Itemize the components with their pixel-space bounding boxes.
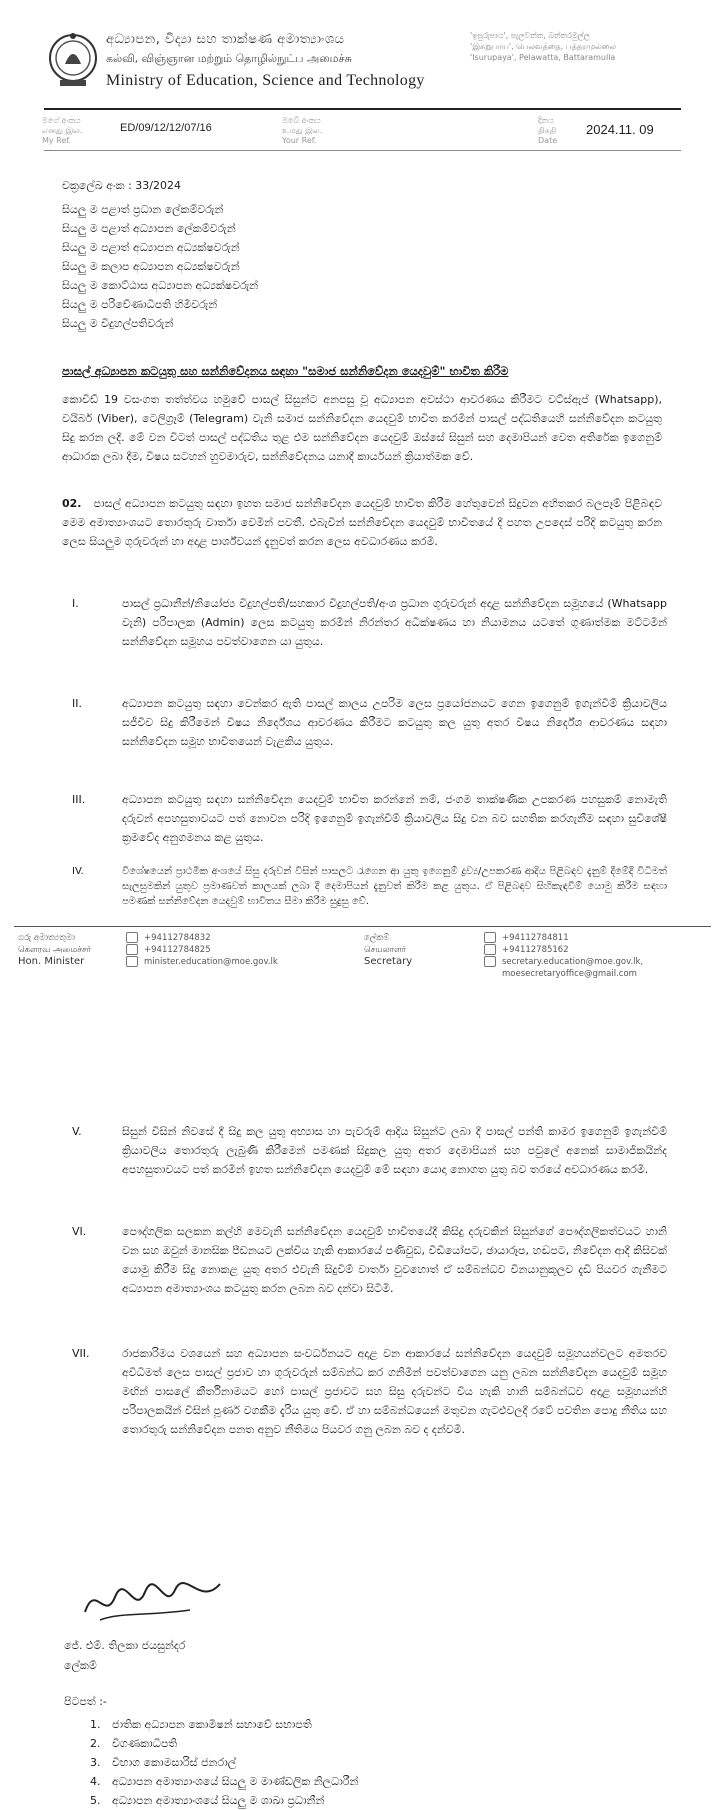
- copy-item: [90, 1791, 358, 1810]
- secretary-fax: [484, 944, 643, 956]
- copy-item-number: 3.: [90, 1756, 101, 1769]
- copy-item-text: විගණකාධිපති: [112, 1737, 178, 1750]
- ministry-name-tamil: கல்வி, விஞ்ஞான மற்றும் தொழில்நுட்ப அமைச்சு: [106, 52, 352, 65]
- list-item-number: III.: [72, 793, 86, 806]
- recipient: සියලු ම විදුහල්පතිවරුන්: [62, 317, 174, 330]
- copy-item-number: 4.: [90, 1775, 101, 1788]
- fax-icon: [484, 944, 496, 955]
- copy-item: [90, 1772, 358, 1791]
- circular-number: චක්‍රලේඛ අංක : 33/2024: [62, 179, 181, 192]
- date-label-en: Date: [538, 136, 558, 145]
- signatory-name: ජේ. එම්. තිලකා ජයසුන්දර: [64, 1639, 186, 1652]
- minister-fax-number: +94112784825: [144, 945, 211, 955]
- list-item: [72, 790, 667, 847]
- list-item-number: IV.: [72, 866, 84, 877]
- copy-item-text: අධ්‍යාපන අමාත්‍යාංශයේ සියලු ම ශාඛා ප්‍රධානීන්: [112, 1794, 325, 1807]
- letter-footer: [14, 932, 714, 1022]
- minister-title-ta: கௌரவ அமைச்சர்: [18, 945, 92, 955]
- date-value: 2024.11. 09: [586, 122, 654, 137]
- list-item-number: I.: [72, 597, 79, 610]
- copy-item-text: විභාග කොමසාරිස් ජනරාල්: [112, 1756, 237, 1769]
- minister-email: [126, 956, 278, 968]
- recipients-list: [62, 200, 258, 333]
- phone-icon: [484, 932, 496, 943]
- signature-icon: [80, 1572, 230, 1632]
- header-rule: [44, 108, 681, 110]
- date-label: [538, 116, 557, 146]
- minister-title-si: ගරු අමාත්‍යතුමා: [18, 933, 75, 943]
- copies-list: [90, 1715, 358, 1810]
- secretary-title-si: ලේකම්: [364, 933, 390, 943]
- date-label-si: දිනය: [538, 116, 554, 125]
- copy-item: [90, 1715, 358, 1734]
- sri-lanka-emblem-icon: [48, 30, 98, 92]
- phone-icon: [126, 932, 138, 943]
- signatory-title: ලේකම්: [64, 1659, 97, 1672]
- list-item-text: රාජකාරිමය වශයෙන් සහ අධ්‍යාපන සංවර්ධනයට අදාළ වන ආකාරයේ සන්නිවේදන යෙදවුම් සමූහයන්වලට අමතරව අවිධිමත් ලෙස පාසල් ප්‍රජාව හා ගුරුවරුන් සම්බන්ධ කර ගනිමින් පවත්වාගෙන යනු ලබන සන්නිවේදන යෙදවුම් සමූහ මඟින් පාසලේ කීර්තිනාමයට හෝ පාසල් ප්‍රජාවට සහ සිසු දරුවන්ට විය හැකි හානි සම්බන්ධව අදාළ සමූහයන්හි පරිපාලකයින් විසින් පූර්ණ වගකීම දැරිය යුතු වේ. ඒ හා සම්බන්ධයෙන් මතුවන ගැටළුවලදී රටේ පවතින පොදු නීතිය සහ තොරතුරු සන්නිවේදන පනත අනුව නීතිමය පියවර ගනු ලබන බව ද දන්වමි.: [122, 1347, 667, 1436]
- list-item-number: VI.: [72, 1225, 87, 1238]
- ministry-name-english: Ministry of Education, Science and Technology: [106, 72, 425, 89]
- list-item: [72, 1222, 667, 1298]
- secretary-fax-number: +94112785162: [502, 945, 569, 955]
- copy-item-number: 2.: [90, 1737, 101, 1750]
- copy-item-number: 5.: [90, 1794, 101, 1807]
- ministry-name-sinhala: අධ්‍යාපන, විද්‍යා සහ තාක්ෂණ අමාත්‍යාංශය: [106, 32, 345, 47]
- minister-title-en: Hon. Minister: [18, 956, 85, 967]
- your-ref-label-si: ඔබේ අංකය: [282, 116, 321, 125]
- recipient: සියලු ම පළාත් ප්‍රධාන ලේකම්වරුන්: [62, 203, 224, 216]
- secretary-title-ta: செயலாளர்: [364, 945, 407, 955]
- my-ref-label-en: My Ref.: [42, 136, 72, 145]
- list-item-text: සිසුන් විසින් නිවසේ දී සිදු කල යුතු අභ්‍යාස හා පැවරුම් ආදිය සිසුන්ට ලබා දී පාසල් පන්ති කාමර ඉගෙනුම් ඉගැන්වීම් ක්‍රියාවලිය තොරතුරු ලැබුණි කිරීමෙන් පමණක් සිදුකල යුතු අතර දෙමාපියන් සහ පවුලේ අනෙක් සාමාජිකයින්ද අපහසුතාවයට පත් කරමින් ඉහත සන්නිවේදන යෙදවුම් මේ සඳහා යොදා නොගත යුතු බව තරයේ අවධාරණය කරමි.: [122, 1125, 667, 1176]
- list-item: [72, 594, 667, 651]
- my-ref-label-si: මගේ අංකය: [42, 116, 81, 125]
- secretary-title-en: Secretary: [364, 956, 413, 967]
- list-item-number: V.: [72, 1125, 82, 1138]
- ministry-address: 'ඉසුරුපාය', පැලවත්ත, බත්තරමුල්ල 'இசுறுபாய', பெலவத்தை, பத்தரமுல்லை 'Isurupaya', Pelawatta, Battaramulla: [470, 31, 616, 62]
- date-label-ta: திகதி: [538, 126, 557, 135]
- minister-contacts: [126, 932, 278, 968]
- email-icon: [484, 956, 496, 967]
- subject-heading: පාසල් අධ්‍යාපන කටයුතු සහ සන්නිවේදනය සඳහා "සමාජ සන්නිවේදන යෙදවුම්" භාවිත කිරීම: [62, 364, 509, 378]
- recipient: සියලු ම පළාත් අධ්‍යාපන අධ්‍යක්ෂවරුන්: [62, 241, 240, 254]
- list-item: [72, 1122, 667, 1179]
- list-item-number: VII.: [72, 1347, 90, 1360]
- list-item-text: පාසල් ප්‍රධානීන්/නියෝජ්‍ය විදුහල්පති/සහකාර විදුහල්පති/අංශ ප්‍රධාන ගුරුවරුන් අදාළ සන්නිවේදන සමූහයේ (Whatsapp වැනි) පරිපාලක (Admin) ලෙස කටයුතු කරමින් නිරන්තර අධීක්ෂණය හා නියාමනය යටතේ ගුණාත්මක මට්ටමින් සන්නිවේදන සමූහය පවත්වාගෙන යා යුතුය.: [122, 597, 667, 648]
- secretary-email-address-1: secretary.education@moe.gov.lk,: [502, 957, 644, 967]
- your-ref-label-en: Your Ref.: [282, 136, 317, 145]
- list-item-text: විශේෂයෙන් ප්‍රාථමික අංශයේ සිසු දරුවන් විසින් පාසලට රැගෙන ආ යුතු ඉගෙනුම් ද්‍රව්‍ය/උපකරණ ආදිය පිළිබඳව දැනුම් දීමේදී විධිමත් සැලසුමකින් යුතුව ප්‍රමාණවත් කාලයක් ලබා දී දෙමාපියන් දැනුවත් කිරීම කළ යුතුය. ඒ පිළිබඳව සිහිකැඳවීම් යොමු කිරීම සඳහා පමණක් සන්නිවේදන යෙදවුම් භාවිතය සීමා කිරීම සුදුසු වේ.: [122, 866, 667, 907]
- recipient: සියලු ම පළාත් අධ්‍යාපන ලේකම්වරුන්: [62, 222, 236, 235]
- secretary-email-address-2: moesecretaryoffice@gmail.com: [502, 969, 637, 979]
- minister-phone-number: +94112784832: [144, 933, 211, 943]
- minister-email-address: minister.education@moe.gov.lk: [144, 957, 278, 967]
- footer-rule: [14, 926, 711, 927]
- recipient: සියලු ම කොට්ඨාස අධ්‍යාපන අධ්‍යක්ෂවරුන්: [62, 279, 259, 292]
- list-item: [72, 694, 667, 751]
- your-ref-label: [282, 116, 322, 146]
- recipient: සියලු ම කලාප අධ්‍යාපන අධ්‍යක්ෂවරුන්: [62, 260, 240, 273]
- secretary-title: [364, 932, 412, 968]
- list-item-text: අධ්‍යාපන කටයුතු සඳහා වෙන්කර ඇති පාසල් කාලය උපරිම ලෙස ප්‍රයෝජනයට ගෙන ඉගෙනුම් ඉගැන්වීම් ක්‍රියාවලිය සජීවීව සිදු කිරීමෙන් විෂය නිර්දේශය ආවරණය කිරීමට කටයුතු කල යුතු අතර විෂය නිර්දේශ ආවරණය සඳහා සන්නිවේදන සමූහ භාවිතයෙන් වැළකිය යුතුය.: [122, 697, 667, 748]
- my-ref-label-ta: எனது இல.: [42, 126, 83, 135]
- copy-item: [90, 1734, 358, 1753]
- copy-item-text: ජාතික අධ්‍යාපන කොමිෂන් සභාවේ සභාපති: [112, 1718, 312, 1731]
- secretary-phone-number: +94112784811: [502, 933, 569, 943]
- list-item: [72, 864, 667, 909]
- secretary-contacts: [484, 932, 643, 980]
- your-ref-label-ta: உமது இல.: [282, 126, 323, 135]
- list-item: [72, 1344, 667, 1439]
- minister-title: [18, 932, 91, 968]
- copies-heading: පිටපත් :-: [64, 1695, 107, 1708]
- my-ref-label: [42, 116, 82, 146]
- copy-item: [90, 1753, 358, 1772]
- copy-item-number: 1.: [90, 1718, 101, 1731]
- copy-item-text: අධ්‍යාපන අමාත්‍යාංශයේ සියලු ම මාණ්ඩලික නිලධාරීන්: [112, 1775, 359, 1788]
- recipient: සියලු ම පරිවේණාධිපති හිමිවරුන්: [62, 298, 218, 311]
- minister-fax: [126, 944, 278, 956]
- fax-icon: [126, 944, 138, 955]
- email-icon: [126, 956, 138, 967]
- list-item-text: පෞද්ගලික සලකන කල්හි මෙවැනි සන්නිවේදන යෙදවුම් භාවිතයේදී කිසිදු දරුවකින් සිසුන්ගේ පෞද්ගලිකත්වයට හානි වන සහ ඔවුන් මානසික පීඩනයට ලක්විය හැකි ආකාරයේ පණිවුඩ, වීඩියෝපට, ඡායාරූප, හඬපට, නිවේදන ආදී කිසිවක් යොමු කිරීම සිදු නොකළ යුතු අතර එවැනි සිදුවීම් වාර්තා වුවහොත් ඒ සම්බන්ධව විනයානුකූලව දැඩි පියවර ගැනීමට අධ්‍යාපන අමාත්‍යාංශය කටයුතු කරන ලබන බව දන්වා සිටිමි.: [122, 1225, 667, 1295]
- paragraph-2-text: පාසල් අධ්‍යාපන කටයුතු සඳහා ඉහත සමාජ සන්නිවේදන යෙදවුම් භාවිත කිරීම හේතුවෙන් සිදුවන අහිතකර බලපෑම් පිළිබඳව මෙම අමාත්‍යාංශයට තොරතුරු වාර්තා වෙමින් පවතී. එබැවින් සන්නිවේදන යෙදවුම් භාවිතයේ දී පහත උපදෙස් පරිදි කටයුතු කරන ලෙස සියලුම ගුරුවරුන් හා අදාළ පාර්ශ්වයන් දැනුවත් කරන ලෙස අවධාරණය කරමි.: [62, 497, 662, 548]
- my-ref-value: ED/09/12/12/07/16: [120, 122, 212, 134]
- secretary-phone: [484, 932, 643, 944]
- list-item-text: අධ්‍යාපන කටයුතු සඳහා සන්නිවේදන යෙදවුම් භාවිත කරන්නේ නම්, ජංගම තාක්ෂණික උපකරණ පහසුකම් නොමැති දරුවන් අපහසුතාවයට පත් නොවන පරිදි ඉගෙනුම් ඉගැන්වීම් ක්‍රියාවලිය සිදු වන බව සහතික කරගැනීම සඳහා සුවිශේෂී ක්‍රමවේද අනුගමනය කළ යුතුය.: [122, 793, 667, 844]
- ref-rule: [44, 150, 681, 151]
- paragraph-2-number: 02.: [62, 497, 82, 510]
- list-item-number: II.: [72, 697, 82, 710]
- paragraph-1: කොවිඩ් 19 වසංගත තත්ත්වය හමුවේ පාසල් සිසුන්ට අනපසු වූ අධ්‍යාපන අවස්ථා ආවරණය කිරීමට වට්ස්ඇප් (Whatsapp), වයිබර් (Viber), ටෙලිග්‍රෑම් (Telegram) වැනි සමාජ සන්නිවේදන යෙදවුම් භාවිත කරමින් පාසල් පද්ධතියෙහි සන්නිවේදන කටයුතු සිදු කරන ලදී. මේ වන විටත් පාසල් පද්ධතිය තුළ එම සන්නිවේදන යෙදවුම් ඔස්සේ සිසුන් සහ දෙමාපියන් වෙත අතිරේක ඉගෙනුම් ආධාරක ලබා දීම, විෂය සටහන් හුවමාරුව, සන්නිවේදනය යනාදී කාර්යයන් ක්‍රියාත්මක වේ.: [62, 393, 662, 463]
- secretary-email: [484, 956, 643, 968]
- paragraph-2: [62, 494, 662, 551]
- minister-phone: [126, 932, 278, 944]
